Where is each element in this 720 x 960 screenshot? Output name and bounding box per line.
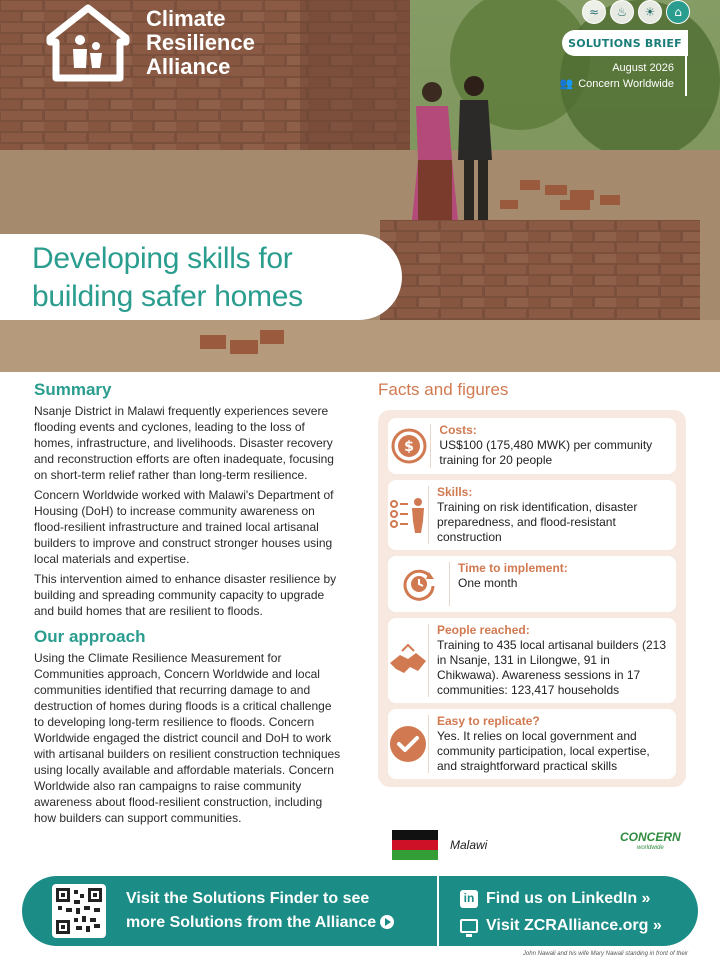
facts-panel [378,410,686,787]
checkmark-circle-icon [388,724,428,764]
linkedin-label: Find us on LinkedIn » [486,890,651,907]
svg-text:$: $ [404,439,415,455]
fact-time [388,556,676,612]
fact-skills [388,480,676,550]
country-name: Malawi [450,838,488,852]
fact-costs [388,418,676,474]
home-icon: ⌂ [666,0,690,24]
dollar-coin-icon [391,428,427,464]
fact-label: People reached: [437,623,530,637]
fact-value: Training to 435 local artisanal builders (213 in Nsanje, 131 in Lilongwe, 91 in Chikwawa). Awareness sessions in 17 communities: 123,417 households [437,638,667,697]
banner-links [460,885,662,939]
qr-code[interactable] [52,884,106,938]
hazard-icons [582,0,690,24]
concern-logo-name: CONCERN [620,830,681,844]
fact-label: Time to implement: [458,561,568,575]
page-title [32,240,402,316]
title-banner [0,234,402,320]
flood-icon: ≈ [582,0,606,24]
heat-icon: ☀ [638,0,662,24]
handshake-icon [388,643,428,679]
alliance-name-line2: Resilience [146,30,255,55]
brief-meta [560,60,675,92]
play-icon [380,915,394,929]
solutions-finder-line2: more Solutions from the Alliance [126,914,377,931]
facts-heading: Facts and figures [378,380,509,399]
fact-label: Easy to replicate? [437,714,540,728]
hero-photo [0,0,720,372]
fact-value: Yes. It relies on local government and community participation, local expertise, and straightforward practical skills [437,729,650,773]
fact-label: Costs: [439,423,477,437]
brief-organisation [560,76,675,92]
concern-logo[interactable] [620,832,681,854]
banner-divider [437,876,439,946]
fact-value: One month [458,576,518,590]
alliance-logo[interactable] [40,2,255,84]
checklist-person-icon [388,495,428,535]
solutions-finder-line1: Visit the Solutions Finder to see [126,890,370,907]
fact-label: Skills: [437,485,473,499]
organisation-name: Concern Worldwide [578,78,674,90]
monitor-icon [460,919,478,933]
fact-value: Training on risk identification, disaster preparedness, and flood-resistant construction [437,500,638,544]
brief-date: August 2026 [612,62,674,74]
clock-arrow-icon [401,566,437,602]
page-title-line1: Developing skills for [32,242,293,275]
website-label: Visit ZCRAlliance.org » [486,917,662,934]
linkedin-link[interactable] [460,885,662,912]
solutions-finder-link[interactable] [126,887,394,935]
approach-paragraph: Using the Climate Resilience Measurement for Communities approach, Concern Worldwide and local communities identified that recurring damage to and destruction of homes during floods is a critical challenge to developing long-term resilience to floods. Concern Worldwide engaged the district council and DoH to work with artisanal builders on resilient construction techniques using locally available and affordable materials. Concern Worldwide also ran campaigns to raise community awareness about flood-resilient construction, including how builders can support communities. [34,651,341,825]
summary-paragraph-2: Concern Worldwide worked with Malawi's Department of Housing (DoH) to increase community awareness on flood-resilient infrastructure and trained local artisanal builders to improve and construct stronger houses using local materials and expertise. [34,488,334,566]
left-column [34,380,344,830]
fire-icon: ♨ [610,0,634,24]
concern-logo-sub: worldwide [636,845,664,851]
badge-divider [685,30,687,96]
page-title-line2: building safer homes [32,280,303,313]
photo-caption: John Nawali and his wife Mary Nawali standing in front of their [522,951,688,957]
summary-heading: Summary [34,380,112,399]
linkedin-icon: in [460,890,478,908]
fact-replicate [388,709,676,779]
people-icon: 👥 [559,78,574,90]
alliance-name [146,7,255,79]
country-tag [392,830,487,860]
summary-paragraph-3: This intervention aimed to enhance disaster resilience by building and spreading community capacity to upgrade and build homes that are resilient to floods. [34,572,337,618]
qr-code-icon [56,888,102,934]
footer-banner [22,876,698,946]
alliance-house-family-icon [40,2,136,84]
right-column [378,380,686,787]
alliance-name-line3: Alliance [146,54,231,79]
solutions-brief-badge: SOLUTIONS BRIEF [562,30,688,56]
website-link[interactable] [460,912,662,939]
summary-paragraph-1: Nsanje District in Malawi frequently experiences severe flooding events and cyclones, leading to the loss of homes, infrastructure, and livelihoods. Disaster recovery and reconstruction efforts are often inadequate, focusing on short-term relief rather than long-term resilience. [34,404,334,482]
alliance-name-line1: Climate [146,6,226,31]
fact-people-reached [388,618,676,703]
malawi-flag-icon [392,830,438,860]
approach-heading: Our approach [34,627,146,646]
fact-value: US$100 (175,480 MWK) per community training for 20 people [439,438,653,467]
